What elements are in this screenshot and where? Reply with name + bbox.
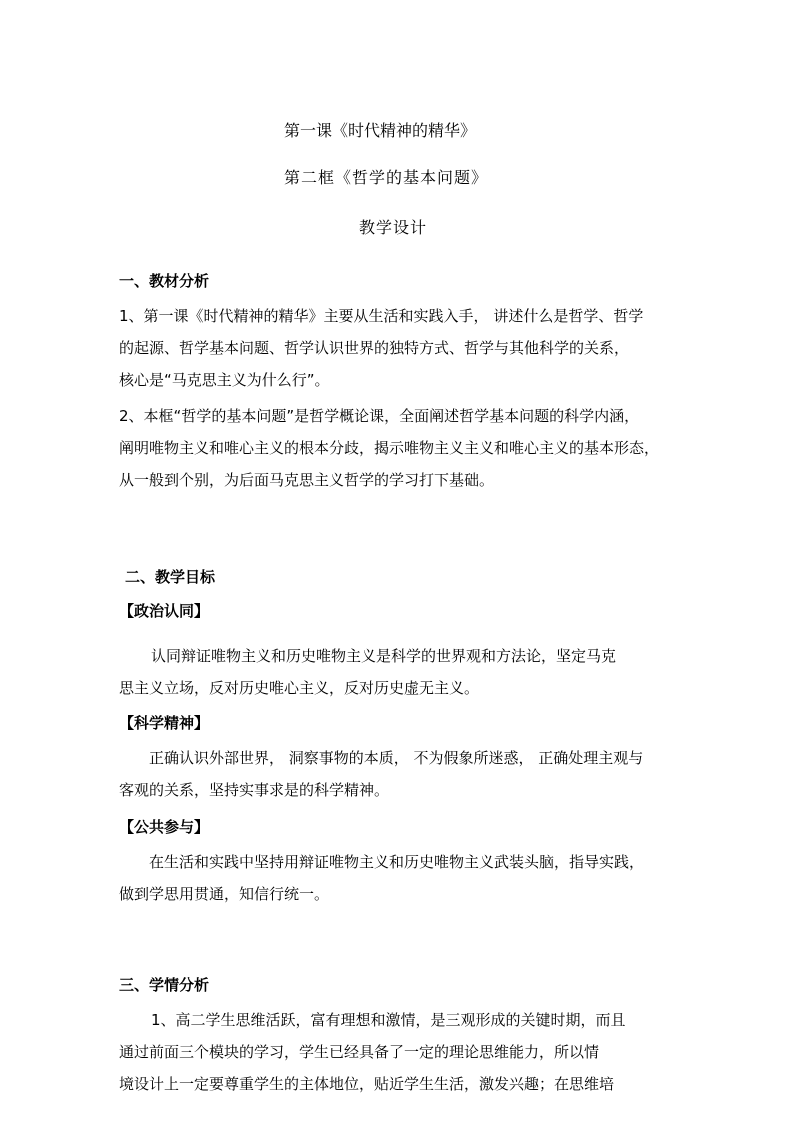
paragraph-line: 1、第一课《时代精神的精华》主要从生活和实践入手， 讲述什么是哲学、哲学	[119, 307, 644, 325]
paragraph-line: 从一般到个别，为后面马克思主义哲学的学习打下基础。	[119, 471, 495, 489]
paragraph	[119, 1004, 626, 1100]
paragraph-line: 境设计上一定要尊重学生的主体地位，贴近学生生活，激发兴趣；在思维培	[119, 1075, 615, 1093]
document-subtitle: 第二框《哲学的基本问题》	[284, 168, 489, 187]
paragraph	[119, 846, 644, 910]
paragraph-line: 2、本框“哲学的基本问题”是哲学概论课，全面阐述哲学基本问题的科学内涵，	[119, 407, 640, 425]
paragraph-line: 正确认识外部世界， 洞察事物的本质， 不为假象所迷惑， 正确处理主观与	[149, 749, 644, 767]
paragraph-line: 核心是“马克思主义为什么行”。	[119, 371, 330, 389]
section-heading-learner-analysis: 三、学情分析	[119, 976, 210, 994]
paragraph	[119, 400, 659, 496]
paragraph-line: 通过前面三个模块的学习，学生已经具备了一定的理论思维能力，所以情	[119, 1043, 600, 1061]
paragraph-line: 认同辩证唯物主义和历史唯物主义是科学的世界观和方法论，坚定马克	[151, 647, 617, 665]
section-heading-textbook-analysis: 一、教材分析	[119, 272, 210, 290]
goal-label-public-participation: 【公共参与】	[119, 818, 210, 836]
paragraph-line: 在生活和实践中坚持用辩证唯物主义和历史唯物主义武装头脑，指导实践，	[149, 853, 645, 871]
document-type: 教学设计	[359, 218, 428, 237]
paragraph	[119, 300, 643, 396]
section-heading-teaching-goals: 二、教学目标	[125, 568, 216, 586]
paragraph	[119, 742, 643, 806]
paragraph-line: 做到学思用贯通，知信行统一。	[119, 885, 330, 903]
document-title: 第一课《时代精神的精华》	[284, 121, 477, 140]
paragraph-line: 思主义立场，反对历史唯心主义，反对历史虚无主义。	[119, 679, 480, 697]
paragraph-line: 阐明唯物主义和唯心主义的根本分歧，揭示唯物主义主义和唯心主义的基本形态，	[119, 439, 660, 457]
paragraph-line: 的起源、哲学基本问题、哲学认识世界的独特方式、哲学与其他科学的关系，	[119, 339, 630, 357]
goal-label-political-identity: 【政治认同】	[119, 602, 210, 620]
paragraph-line: 1、高二学生思维活跃，富有理想和激情，是三观形成的关键时期，而且	[151, 1011, 626, 1029]
paragraph	[119, 640, 616, 704]
goal-label-scientific-spirit: 【科学精神】	[119, 714, 210, 732]
paragraph-line: 客观的关系，坚持实事求是的科学精神。	[119, 781, 390, 799]
